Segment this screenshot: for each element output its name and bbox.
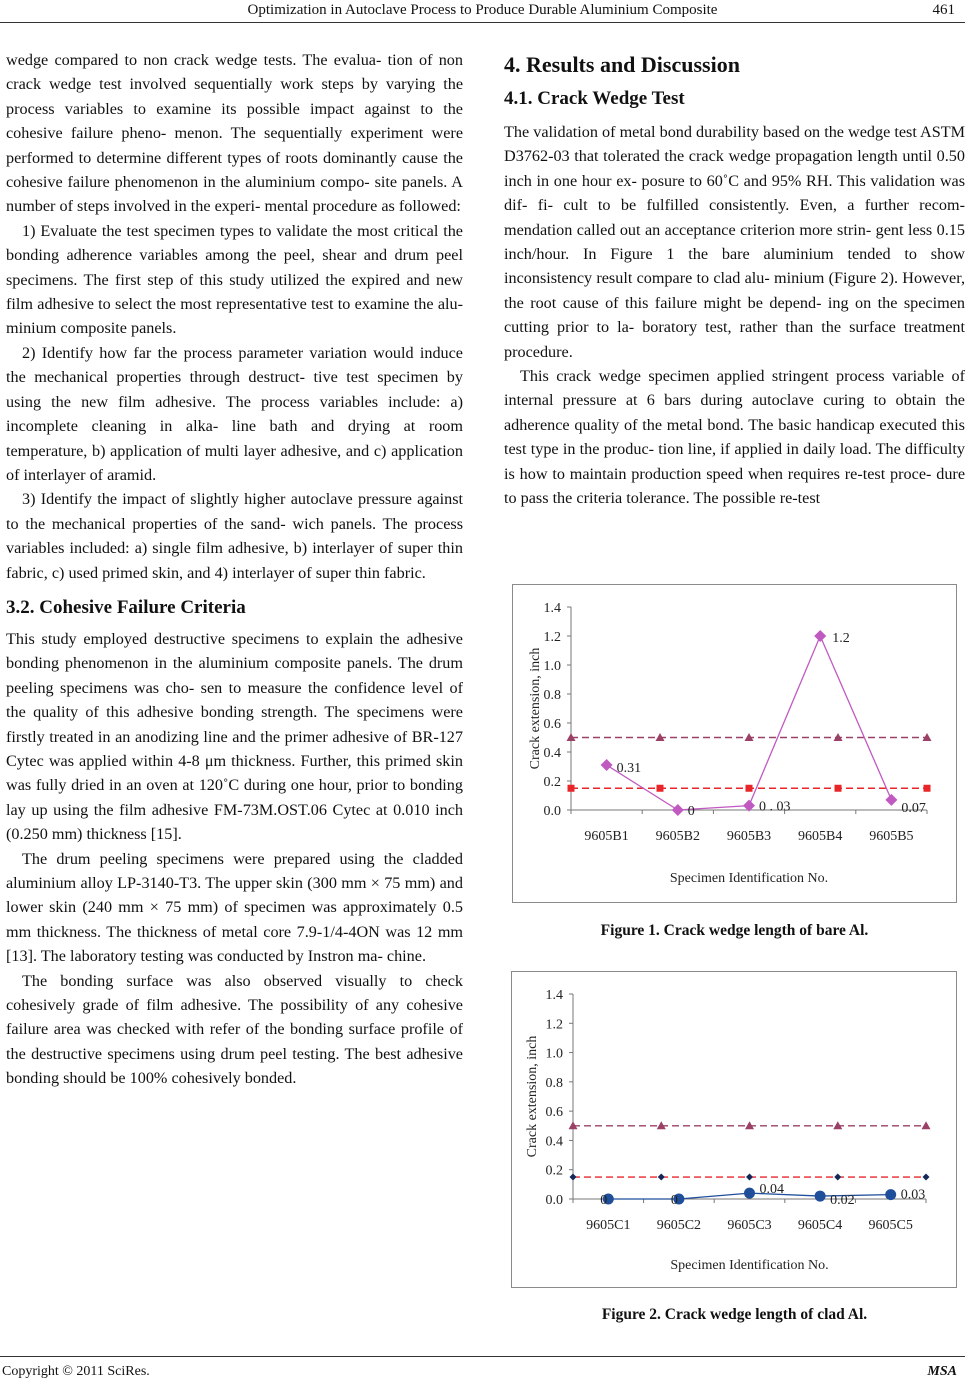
data-point-series-0: [672, 804, 684, 816]
data-label: 0.07: [901, 800, 926, 816]
page-footer: [0, 1356, 965, 1386]
page-number: 461: [932, 2, 955, 18]
footer-rule: [0, 1356, 965, 1357]
y-axis-label: Crack extension, inch: [525, 1035, 540, 1158]
left-paragraph-7: The bonding surface was also observed visually to check cohesively grade of film adhesive. The possibility of any cohesive failure area was checked with refer of the bonding surface profile of the destructive specimens using drum peel testing. The best adhesive bonding should be 100% cohesively bonded.: [6, 971, 463, 1088]
x-axis-label: Specimen Identification No.: [669, 871, 829, 886]
data-point-series-2: [746, 1174, 753, 1181]
data-point-series-2: [835, 785, 842, 792]
data-point-series-0: [744, 1188, 755, 1199]
left-paragraph-2: 1) Evaluate the test specimen types to validate the most critical the bonding adherence variables among the peel, shear and drum peel specimens. The first step of this study utilized the expired and new film adhesive to select the most representative test to examine the alu- minium composite panels.: [6, 221, 463, 338]
y-tick-label: 0.8: [543, 688, 561, 703]
journal-abbrev: MSA: [927, 1364, 957, 1379]
x-tick-label: 9605C5: [868, 1218, 913, 1233]
data-label: 0 . 03: [759, 799, 791, 815]
data-point-series-1: [922, 1121, 931, 1129]
figure-2-caption: Figure 2. Crack wedge length of clad Al.: [601, 1306, 868, 1323]
running-title: Optimization in Autoclave Process to Produce Durable Aluminium Composite: [247, 2, 718, 18]
x-tick-label: 9605B1: [584, 829, 629, 844]
y-tick-label: 0.6: [545, 1105, 563, 1121]
left-paragraph-1: wedge compared to non crack wedge tests. The evalua- tion of non crack wedge test involved sequentially work steps by varying the process variables to examine its possible impact against to the cohesive failure pheno- menon. The sequentially experiment were performed to determine different types of roots dominantly cause the cohesive failure phenomenon in the aluminium compo- site panels. A number of steps involved in the experi- mental procedure as followed:: [6, 51, 463, 216]
data-point-series-2: [570, 1174, 577, 1181]
running-header: [0, 0, 965, 22]
x-tick-label: 9605B2: [655, 829, 700, 844]
y-tick-label: 0.0: [543, 804, 561, 819]
data-point-series-0: [885, 1189, 896, 1200]
figure-1-caption: Figure 1. Crack wedge length of bare Al.: [600, 922, 869, 939]
data-label: 1.2: [832, 631, 850, 646]
data-point-series-2: [924, 785, 931, 792]
x-tick-label: 9605B3: [726, 829, 772, 844]
right-paragraph-1: The validation of metal bond durability based on the wedge test ASTM D3762-03 that tolerated the crack wedge propagation length until 0.50 inch in one hour ex- posure to 60˚C and 95% RH. This validation was dif- fi- cult to be fulfilled consistently. Even, a further recom- mendation called out an acceptance criterion more strin- gent less 0.15 inch/hour. In Figure 1 the bare aluminium tended to show inconsistency result compare to clad alu- minium (Figure 2). However, the root cause of this failure might be depend- ing on the specimen cutting prior to la- boratory test, rather than the surface treatment procedure.: [504, 123, 965, 361]
section-heading-4: 4. Results and Discussion: [504, 52, 740, 77]
left-paragraph-3: 2) Identify how far the process parameter variation would induce the mechanical properties through destruct- tive test specimen by using the new film adhesive. The process variables include: a) incomplete cleaning in alka- line bath and drying at room temperature, b) application of multi layer adhesive, and c) application of interlayer of aramid.: [6, 343, 463, 484]
y-tick-label: 0.2: [543, 775, 561, 790]
data-label: 0.02: [830, 1193, 855, 1209]
y-tick-label: 1.0: [545, 1046, 563, 1062]
section-heading-4-1: 4.1. Crack Wedge Test: [504, 88, 685, 109]
data-point-series-0: [815, 1191, 826, 1202]
data-point-series-0: [601, 759, 613, 771]
data-point-series-2: [923, 1174, 930, 1181]
left-column: [6, 48, 463, 1091]
header-rule: [0, 22, 965, 23]
y-tick-label: 0.4: [545, 1134, 563, 1150]
x-tick-label: 9605B4: [798, 829, 843, 844]
y-axis-label: Crack extension, inch: [528, 647, 543, 770]
left-paragraph-6: The drum peeling specimens were prepared using the cladded aluminium alloy LP-3140-T3. The upper skin (300 mm × 75 mm) and lower skin (240 mm × 75 mm) of specimen was approximately 0.5 mm thickness. The thickness of metal core 7.9-1/4-4ON was 12 mm [13]. The laboratory testing was conducted by Instron ma- chine.: [6, 849, 463, 966]
left-paragraph-4: 3) Identify the impact of slightly higher autoclave pressure against to the mechanical properties of the sand- wich panels. The process variables included: a) single film adhesive, b) interlayer of super thin fabric, c) used primed skin, and 4) interlayer of super thin fabric.: [6, 490, 463, 582]
figure-1-frame: [512, 584, 957, 903]
data-label: 0.04: [759, 1182, 784, 1198]
y-tick-label: 1.2: [543, 630, 561, 645]
section-heading-3-2: 3.2. Cohesive Failure Criteria: [6, 596, 246, 618]
y-tick-label: 1.2: [545, 1017, 563, 1033]
x-tick-label: 9605B5: [869, 829, 914, 844]
copyright: Copyright © 2011 SciRes.: [2, 1364, 150, 1379]
data-label: 0: [670, 1193, 678, 1208]
figure-2-chart: [512, 972, 956, 1287]
series-line-0: [607, 636, 892, 810]
x-axis-label: Specimen Identification No.: [670, 1258, 829, 1273]
y-tick-label: 1.4: [543, 601, 561, 616]
y-tick-label: 0.2: [545, 1163, 563, 1179]
y-tick-label: 0.4: [543, 746, 561, 761]
y-tick-label: 1.0: [543, 659, 561, 674]
x-tick-label: 9605C4: [797, 1218, 843, 1233]
left-paragraph-5: This study employed destructive specimens to explain the adhesive bonding phenomenon in the aluminium composite panels. The drum peeling specimens was cho- sen to measure the confidence level of the quality of this adhesive bonding strength. The specimens were firstly treated in an anodizing line and the primer adhesive of BR-127 Cytec was applied within 4-8 μm thickness. Further, this primed skin was fully dried in an oven at 120˚C during one hour, prior to bonding lay up using the film adhesive FM-73M.OST.06 Cytec at 0.010 inch (0.250 mm) thickness [15].: [6, 629, 463, 844]
x-tick-label: 9605C1: [586, 1218, 631, 1233]
right-paragraph-2: This crack wedge specimen applied stringent process variable of internal pressure at 6 bars during autoclave curing to obtain the adherence quality of the metal bond. The basic handicap executed this test type in the produc- tion line, if applied in daily load. The difficulty is how to maintain production speed when requires re-test proce- dure to pass the criteria tolerance. The possible re-test: [504, 367, 965, 508]
data-point-series-2: [657, 785, 664, 792]
data-point-series-2: [658, 1174, 665, 1181]
y-tick-label: 0.0: [545, 1193, 563, 1208]
data-point-series-2: [568, 785, 575, 792]
y-tick-label: 1.4: [545, 988, 563, 1003]
data-label: 0.31: [616, 761, 642, 777]
data-label: 0: [687, 804, 695, 819]
data-point-series-2: [834, 1174, 841, 1181]
right-column: [504, 52, 965, 511]
x-tick-label: 9605C2: [656, 1218, 702, 1233]
figure-2-frame: [511, 971, 957, 1288]
data-point-series-2: [746, 785, 753, 792]
x-tick-label: 9605C3: [727, 1218, 772, 1233]
data-point-series-0: [814, 630, 826, 642]
data-label: 0.03: [900, 1187, 926, 1203]
y-tick-label: 0.8: [545, 1075, 563, 1091]
data-point-series-0: [885, 794, 897, 806]
data-label: 0: [600, 1193, 608, 1208]
y-tick-label: 0.6: [543, 717, 561, 732]
figure-1-chart: [513, 585, 956, 902]
